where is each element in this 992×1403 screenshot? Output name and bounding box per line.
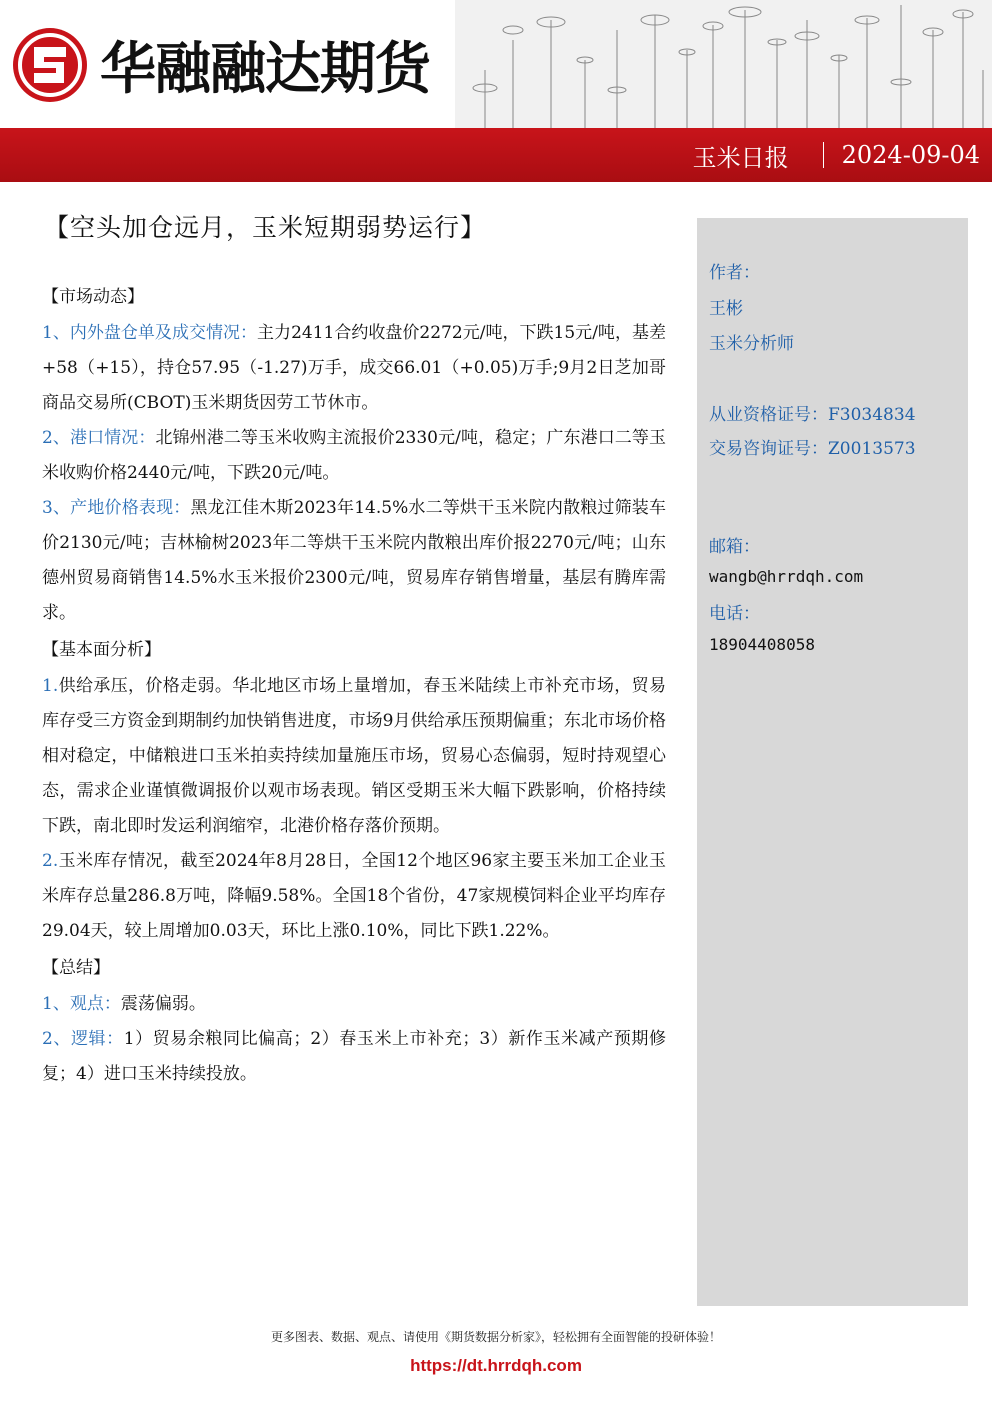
- page-header: [0, 0, 992, 182]
- email-label: 邮箱：: [709, 537, 760, 557]
- paragraph-lead: 2、港口情况：: [42, 428, 156, 448]
- qualification-number: 从业资格证号：F3034834: [709, 405, 916, 425]
- paragraph-lead: 2、逻辑：: [42, 1029, 124, 1049]
- author-sidebar: [697, 218, 968, 1306]
- report-banner: [0, 128, 992, 182]
- paragraph: [42, 844, 666, 949]
- paragraph-text: 黑龙江佳木斯2023年14.5%水二等烘干玉米院内散粮过筛装车价2130元/吨；吉林榆树2023年二等烘干玉米院内散粮出库价报2270元/吨；山东德州贸易商销售14.5%水玉米报价2300元/吨，贸易库存销售增量，基层有腾库需求。: [42, 498, 666, 623]
- author-label: 作者：: [709, 263, 760, 283]
- paragraph-lead: 3、产地价格表现：: [42, 498, 191, 518]
- paragraph: [42, 421, 666, 491]
- section-market: [42, 282, 666, 631]
- paragraph-text: 玉米库存情况，截至2024年8月28日，全国12个地区96家主要玉米加工企业玉米库存总量286.8万吨，降幅9.58%。全国18个省份，47家规模饲料企业平均库存29.04天，较上周增加0.03天，环比上涨0.10%，同比下跌1.22%。: [42, 851, 666, 941]
- paragraph-lead: 1、观点：: [42, 994, 121, 1014]
- paragraph: [42, 669, 666, 844]
- paragraph-lead: 1.: [42, 676, 59, 696]
- phone-number: 18904408058: [709, 635, 815, 654]
- report-body: [42, 282, 666, 1092]
- footer-note: 更多图表、数据、观点、请使用《期货数据分析家》，轻松拥有全面智能的投研体验！: [270, 1330, 721, 1344]
- section-summary: [42, 953, 666, 1092]
- paragraph-lead: 1、内外盘仓单及成交情况：: [42, 323, 258, 343]
- decorative-lines: [455, 0, 992, 128]
- paragraph: [42, 491, 666, 631]
- section-fundamentals: [42, 635, 666, 949]
- section-heading: 【市场动态】: [42, 287, 144, 307]
- section-heading: 【总结】: [42, 958, 110, 978]
- paragraph: [42, 987, 666, 1022]
- paragraph-text: 供给承压，价格走弱。华北地区市场上量增加，春玉米陆续上市补充市场，贸易库存受三方资金到期制约加快销售进度，市场9月供给承压预期偏重；东北市场价格相对稳定，中储粮进口玉米拍卖持续加量施压市场，贸易心态偏弱，短时持观望心态，需求企业谨慎微调报价以观市场表现。销区受期玉米大幅下跌影响，价格持续下跌，南北即时发运利润缩窄，北港价格存落价预期。: [42, 676, 666, 836]
- phone-label: 电话：: [709, 604, 760, 624]
- footer-link[interactable]: https://dt.hrrdqh.com: [410, 1356, 582, 1375]
- consulting-number: 交易咨询证号：Z0013573: [709, 439, 916, 459]
- company-logo: [10, 22, 430, 108]
- company-name: 华融融达期货: [100, 37, 430, 102]
- paragraph-text: 主力2411合约收盘价2272元/吨，下跌15元/吨，基差+58（+15），持仓57.95（-1.27)万手，成交66.01（+0.05)万手;9月2日芝加哥商品交易所(CBOT)玉米期货因劳工节休市。: [42, 323, 666, 413]
- paragraph-text: 北锦州港二等玉米收购主流报价2330元/吨，稳定；广东港口二等玉米收购价格2440元/吨，下跌20元/吨。: [42, 428, 666, 483]
- report-title: 【空头加仓远月，玉米短期弱势运行】: [44, 213, 487, 242]
- report-type: 玉米日报: [692, 143, 789, 172]
- paragraph-text: 1）贸易余粮同比偏高；2）春玉米上市补充；3）新作玉米减产预期修复；4）进口玉米持续投放。: [42, 1029, 666, 1084]
- paragraph-lead: 2.: [42, 851, 59, 871]
- paragraph-text: 震荡偏弱。: [120, 994, 206, 1014]
- logo-icon: [10, 25, 90, 105]
- paragraph: [42, 316, 666, 421]
- banner-divider: [823, 142, 824, 168]
- report-date: 2024-09-04: [841, 141, 980, 169]
- section-heading: 【基本面分析】: [42, 640, 161, 660]
- email-address[interactable]: wangb@hrrdqh.com: [709, 567, 864, 586]
- paragraph: [42, 1022, 666, 1092]
- author-title: 玉米分析师: [709, 334, 794, 354]
- author-name: 王彬: [709, 299, 743, 319]
